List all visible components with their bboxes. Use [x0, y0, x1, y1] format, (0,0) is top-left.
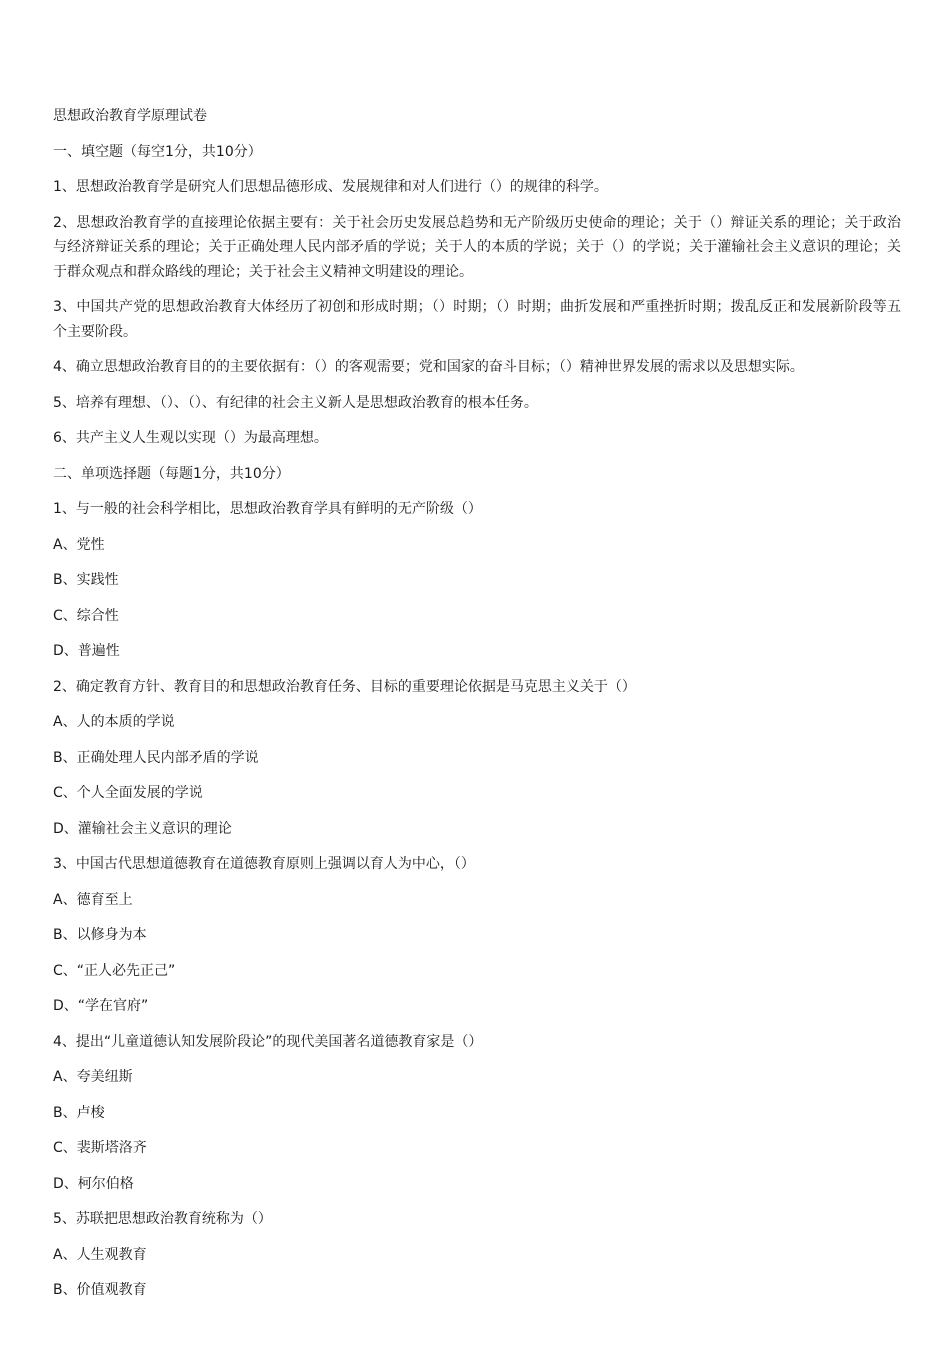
- question-4: 4、确立思想政治教育目的的主要依据有：（）的客观需要；党和国家的奋斗目标；（）精神世界发展的需求以及思想实际。: [53, 359, 804, 375]
- question-1: 1、思想政治教育学是研究人们思想品德形成、发展规律和对人们进行（）的规律的科学。: [53, 179, 608, 195]
- option-d: D、普遍性: [53, 643, 120, 659]
- question-3: 3、中国共产党的思想政治教育大体经历了初创和形成时期；（）时期；（）时期；曲折发展和严重挫折时期；拨乱反正和发展新阶段等五个主要阶段。: [53, 299, 901, 340]
- choice-question-3: 3、中国古代思想道德教育在道德教育原则上强调以育人为中心，（）: [53, 856, 475, 872]
- question-6: 6、共产主义人生观以实现（）为最高理想。: [53, 430, 328, 446]
- choice-question-1: 1、与一般的社会科学相比，思想政治教育学具有鲜明的无产阶级（）: [53, 501, 482, 517]
- option-c: C、“正人必先正己”: [53, 962, 176, 979]
- choice-question-2: 2、确定教育方针、教育目的和思想政治教育任务、目标的重要理论依据是马克思主义关于（）: [53, 678, 636, 695]
- option-a: A、德育至上: [53, 891, 133, 908]
- option-a: A、党性: [53, 536, 105, 553]
- option-c: C、个人全面发展的学说: [53, 785, 203, 801]
- option-a: A、人生观教育: [53, 1246, 147, 1263]
- section-heading-single-choice: 二、单项选择题（每题1分，共10分）: [53, 465, 290, 482]
- option-b: B、以修身为本: [53, 927, 147, 943]
- option-c: C、裴斯塔洛齐: [53, 1140, 147, 1156]
- option-d: D、“学在官府”: [53, 998, 149, 1014]
- choice-question-4: 4、提出“儿童道德认知发展阶段论”的现代美国著名道德教育家是（）: [53, 1033, 483, 1050]
- option-b: B、实践性: [53, 572, 119, 588]
- choice-question-5: 5、苏联把思想政治教育统称为（）: [53, 1211, 272, 1227]
- option-d: D、柯尔伯格: [53, 1175, 134, 1192]
- option-a: A、夸美纽斯: [53, 1069, 133, 1085]
- option-b: B、卢梭: [53, 1104, 105, 1121]
- section-heading-fill-blank: 一、填空题（每空1分，共10分）: [53, 143, 262, 160]
- option-d: D、灌输社会主义意识的理论: [53, 820, 232, 837]
- option-b: B、正确处理人民内部矛盾的学说: [53, 749, 259, 766]
- document-title: 思想政治教育学原理试卷: [53, 108, 207, 124]
- question-2: 2、思想政治教育学的直接理论依据主要有：关于社会历史发展总趋势和无产阶级历史使命的理论；关于（）辩证关系的理论；关于政治与经济辩证关系的理论；关于正确处理人民内部矛盾的学说；关于人的本质的学说；关于（）的学说；关于灌输社会主义意识的理论；关于群众观点和群众路线的理论；关于社会主义精神文明建设的理论。: [53, 214, 901, 280]
- question-5: 5、培养有理想、（）、（）、有纪律的社会主义新人是思想政治教育的根本任务。: [53, 394, 538, 411]
- option-a: A、人的本质的学说: [53, 714, 175, 730]
- document-body: [53, 104, 901, 1314]
- option-c: C、综合性: [53, 607, 119, 624]
- option-b: B、价值观教育: [53, 1282, 147, 1298]
